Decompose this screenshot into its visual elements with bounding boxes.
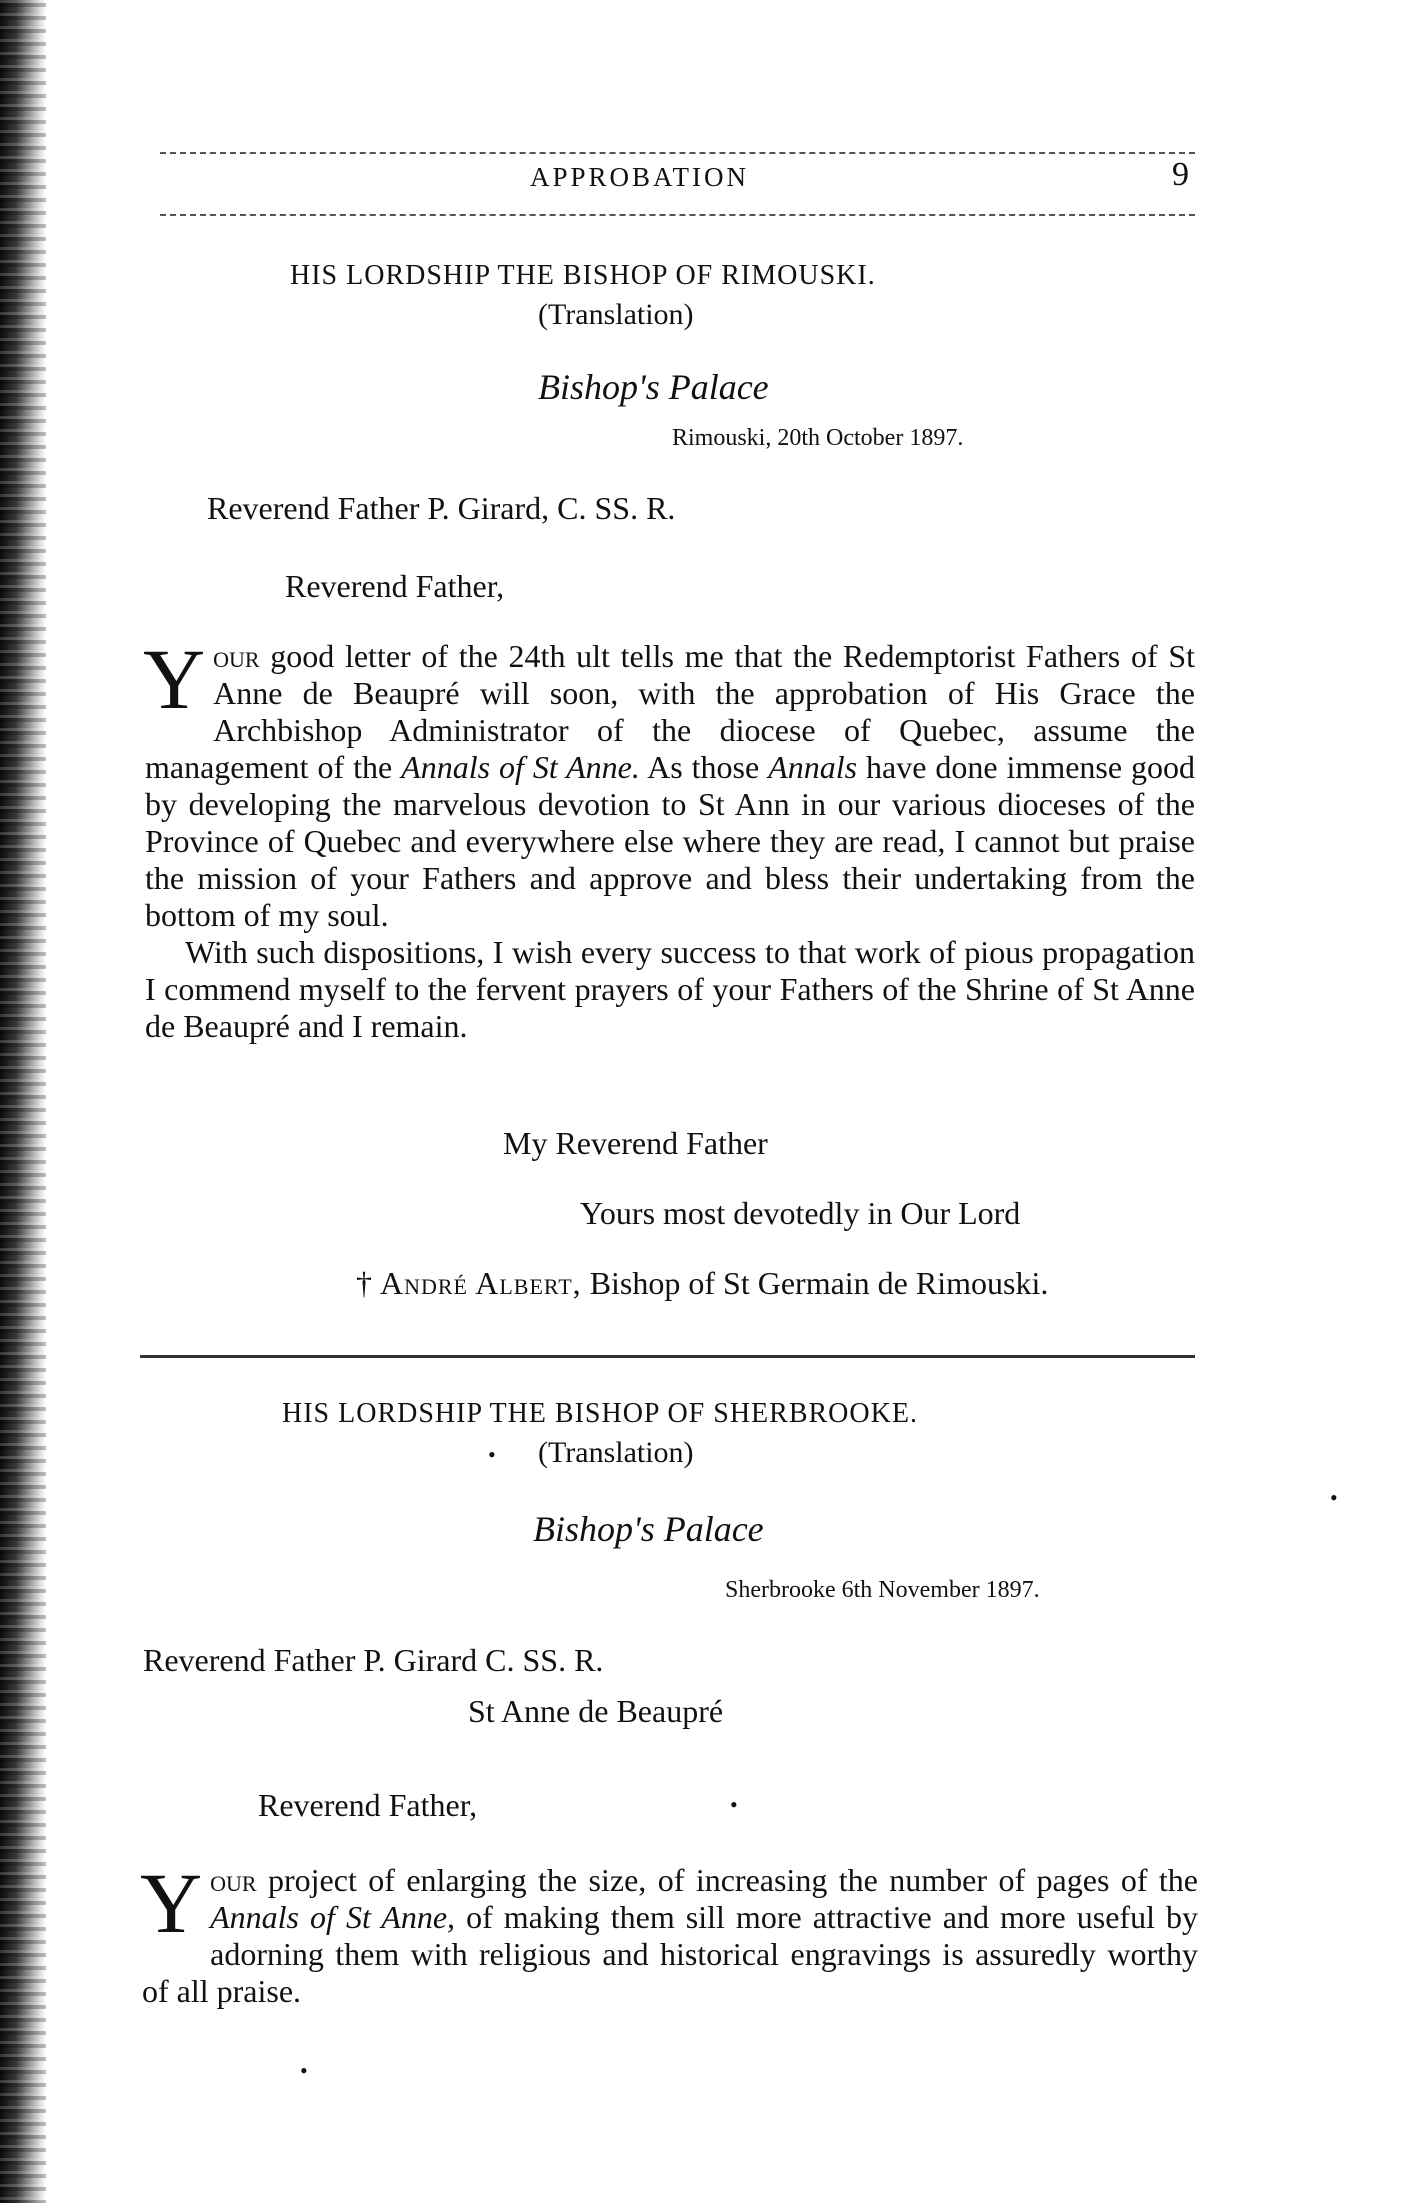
- letter2-p1-text-a: project of enlarging the size, of increasing the number of pages of the: [256, 1862, 1198, 1898]
- letter1-p1-text-a: good letter of the 24th ult tells me that the Redemptorist Fathers of St Anne de Beaupré will soon, with the approbation of His Grace the Archbishop Administrator of the diocese of Quebec, assume the management of the: [145, 638, 1195, 785]
- letter2-heading: HIS LORDSHIP THE BISHOP OF SHERBROOKE.: [282, 1398, 918, 1429]
- letter1-p1-italic-annals-2: Annals: [768, 749, 858, 785]
- letter2-p1-text-b: of making them sill more attractive and more useful by adorning them with religious and historical engravings is assuredly worthy of all praise.: [142, 1899, 1199, 2009]
- letter1-heading: HIS LORDSHIP THE BISHOP OF RIMOUSKI.: [290, 260, 876, 291]
- letter2-salutation: Reverend Father,: [258, 1787, 478, 1823]
- running-head-title: APPROBATION: [530, 162, 750, 192]
- letter1-lead-word: our: [213, 638, 260, 674]
- letter1-closing-line2: Yours most devotedly in Our Lord: [580, 1195, 1021, 1231]
- letter1-p1-text-b: As those: [639, 749, 769, 785]
- letter1-body: [143, 631, 1196, 1045]
- letter1-translation-note: (Translation): [538, 298, 694, 331]
- letter1-signature: [356, 1265, 1048, 1302]
- running-head-top-rule: [160, 152, 1195, 154]
- letter1-p2: With such dispositions, I wish every success to that work of pious propagation I commend myself to the fervent prayers of your Fathers of the Shrine of St Anne de Beaupré and I remain.: [145, 934, 1195, 1044]
- letter2-p1-italic-annals: Annals of St Anne,: [210, 1899, 456, 1935]
- letter2-dropcap: Y: [140, 1855, 203, 1951]
- signature-name: André Albert,: [380, 1265, 582, 1301]
- letter2-lead-word: our: [210, 1862, 257, 1898]
- letter1-place: Bishop's Palace: [538, 367, 769, 407]
- letter1-p1-text-c: have done immense good by developing the marvelous devotion to St Ann in our various dioceses of the Province of Quebec and everywhere else where they are read, I cannot but praise the mission of your Fathers and approve and bless their undertaking from the bottom of my soul.: [145, 749, 1196, 933]
- signature-title: Bishop of St Germain de Rimouski.: [589, 1265, 1049, 1301]
- letter2-addressee-place: St Anne de Beaupré: [468, 1693, 724, 1729]
- signature-cross: †: [356, 1265, 372, 1301]
- running-head-bottom-rule: [160, 214, 1195, 216]
- letter2-dateline: Sherbrooke 6th November 1897.: [725, 1577, 1040, 1603]
- letter1-salutation: Reverend Father,: [285, 568, 505, 604]
- letter2-translation-note: (Translation): [538, 1436, 694, 1469]
- letter1-dropcap: Y: [143, 631, 206, 727]
- page-number: 9: [1172, 156, 1189, 193]
- letter2-body: [140, 1855, 1199, 2010]
- letter1-p1-italic-annals: Annals of St Anne.: [401, 749, 640, 785]
- letter1-closing-line1: My Reverend Father: [503, 1125, 768, 1161]
- book-binding-edge: [0, 0, 46, 2203]
- section-divider: [140, 1355, 1195, 1358]
- letter1-addressee: Reverend Father P. Girard, C. SS. R.: [207, 490, 676, 526]
- letter1-dateline: Rimouski, 20th October 1897.: [672, 425, 964, 451]
- letter2-place: Bishop's Palace: [533, 1509, 764, 1549]
- letter2-addressee: Reverend Father P. Girard C. SS. R.: [143, 1642, 604, 1678]
